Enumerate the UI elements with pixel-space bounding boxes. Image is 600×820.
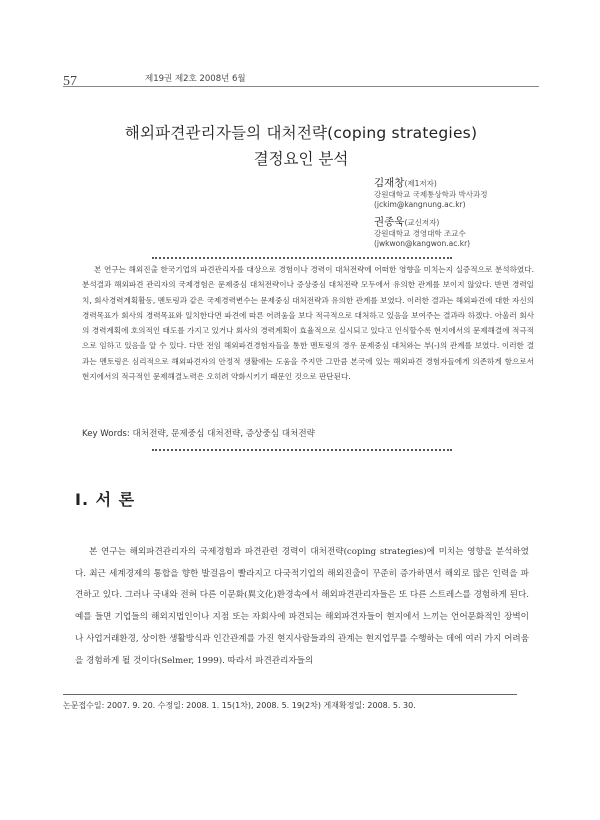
author-name: 권종욱 xyxy=(374,216,405,228)
paper-subtitle: 결정요인 분석 xyxy=(253,150,349,168)
body-paragraph: 본 연구는 해외파견관리자의 국제경험과 파견관련 경력이 대처전략(coping strategies)에 미치는 영향을 분석하였다. 최근 세계경제의 통합을 향한 발걸음이 빨라지고 다국적기업의 해외진출이 꾸준히 증가하면서 해외로 많은 인력을 파견하고 있다. 그러나 국내와 전혀 다른 이문화(異文化)환경속에서 해외파견관리자들은 또 다른 스트레스를 경험하게 된다. 예를 들면 기업들의 해외지법인이나 지점 또는 자회사에 파견되는 해외파견자들이 현지에서 느끼는 언어문화적인 장벽이나 사업거래환경, 상이한 생활방식과 인간관계를 가진 현지사람들과의 관계는 현지업무를 수행하는 데에 여러 가지 어려움을 경험하게 될 것이다(Selmer, 1999). 따라서 파견관리자들의 xyxy=(75,547,529,666)
running-header xyxy=(63,70,539,90)
author-block xyxy=(374,215,470,249)
abstract: 본 연구는 해외진출 한국기업의 파견관리자를 대상으로 경험이나 경력이 대처전략에 어떠한 영향을 미치는지 실증적으로 분석하였다. 분석결과 해외파견 관리자의 국제경험은 문제중심 대처전략이나 증상중심 대처전략 모두에서 유의한 관계를 보이지 않았다. 반면 경력일치, 회사경력계획활동, 멘토링과 같은 국제경력변수는 문제중심 대처전략과 유의한 관계를 보였다. 이러한 결과는 해외파견에 대한 자신의 경력목표가 회사의 경력목표와 일치한다면 파견에 따른 어려움을 보다 적극적으로 대처하고 있음을 보여주는 결과라 하겠다. 아울러 회사의 경력계획에 호의적인 태도를 가지고 있거나 회사의 경력계획이 효율적으로 실시되고 있다고 인식할수록 현지에서의 문제해결에 적극적으로 임하고 있음을 알 수 있다. 다만 전임 해외파견경험자들을 통한 멘토링의 경우 문제중심 대처와는 부(-)의 관계를 보였다. 이러한 결과는 멘토링은 심리적으로 해외파견자의 안정적 생활에는 도움을 주지만 그만큼 본국에 있는 해외파견 경험자들에게 의존하게 함으로서 현지에서의 적극적인 문제해결노력은 오히려 약화시키기 때문인 것으로 판단된다. xyxy=(82,265,534,382)
footnote-rule xyxy=(63,694,517,695)
author-block xyxy=(374,176,487,210)
author-email: (jwkwon@kangwon.ac.kr) xyxy=(374,239,471,249)
author-name: 김재창 xyxy=(374,177,405,189)
page-number: 57 xyxy=(63,74,77,89)
author-affiliation: 강원대학교 경영대학 조교수 xyxy=(374,229,466,239)
author-role: (교신저자) xyxy=(404,218,440,227)
journal-meta: 제19권 제2호 2008년 6월 xyxy=(145,74,246,84)
paper-title: 해외파견관리자들의 대처전략(coping strategies) xyxy=(124,124,478,142)
footnote-dates: 논문접수일: 2007. 9. 20. 수정일: 2008. 1. 15(1차), 2008. 5. 19(2차) 게재확정일: 2008. 5. 30. xyxy=(63,701,416,710)
author-affiliation: 강원대학교 국제통상학과 박사과정 xyxy=(374,190,488,200)
author-email: (jckim@kangnung.ac.kr) xyxy=(374,200,466,210)
abstract-bottom-divider xyxy=(152,449,452,451)
keywords-label: Key Words: xyxy=(82,429,130,439)
header-rule xyxy=(63,86,539,87)
author-role: (제1저자) xyxy=(404,179,437,188)
abstract-top-divider xyxy=(152,257,452,259)
keywords xyxy=(82,427,315,439)
keywords-text: 대처전략, 문제중심 대처전략, 증상중심 대처전략 xyxy=(132,429,315,439)
section-heading: Ⅰ. 서 론 xyxy=(75,490,136,509)
